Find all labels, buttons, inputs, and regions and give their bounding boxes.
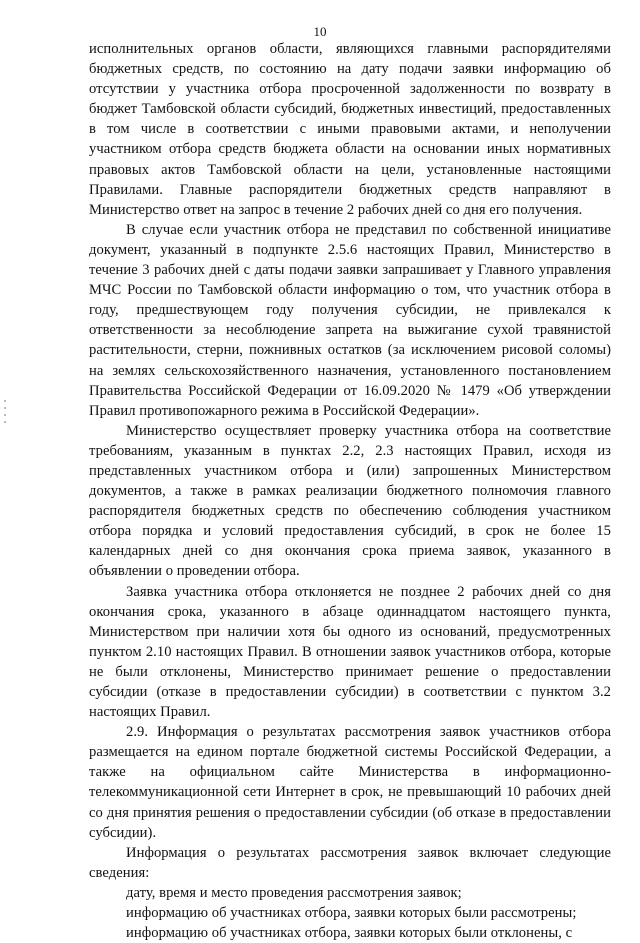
paragraph-rejection: Заявка участника отбора отклоняется не позднее 2 рабочих дней со дня окончания срока, указанного в абзаце одиннадцатом настоящего пункта, Министерством при наличии хотя бы одного из оснований, предусмотренных пунктом 2.10 настоящих Правил. В отношении заявок участников отбора, которые не были отклонены, Министерство принимает решение о предоставлении субсидии (отказе в предоставлении субсидии) в соответствии с пунктом 3.2 настоящих Правил.	[89, 583, 611, 721]
list-item-rejected-participants: информацию об участниках отбора, заявки которых были отклонены, с	[126, 925, 573, 942]
margin-dot	[4, 407, 6, 409]
margin-marks	[4, 400, 7, 440]
paragraph-results-publication: 2.9. Информация о результатах рассмотрения заявок участников отбора размещается на едином портале бюджетной системы Российской Федерации, а также на официальном сайте Министерства в информационно-телекоммуникационной сети Интернет в срок, не превышающий 10 рабочих дней со дня принятия решения о предоставлении субсидии (об отказе в предоставлении субсидии).	[89, 724, 611, 841]
margin-dot	[4, 414, 6, 416]
paragraph-mchs-request: В случае если участник отбора не представил по собственной инициативе документ, указанный в подпункте 2.5.6 настоящих Правил, Министерство в течение 3 рабочих дней с даты подачи заявки запрашивает у Главного управления МЧС России по Тамбовской области информацию о том, что участник отбора в году, предшествующем году получения субсидии, не привлекался к ответственности за несоблюдение запрета на выжигание сухой травянистой растительности, стерни, пожнивных остатков (за исключением рисовой соломы) на землях сельскохозяйственного назначения, установленного постановлением Правительства Российской Федерации от 16.09.2020 № 1479 «Об утверждении Правил противопожарного режима в Российской Федерации».	[89, 221, 611, 419]
list-item-date-time-place: дату, время и место проведения рассмотрения заявок;	[126, 884, 462, 901]
page-number: 10	[313, 24, 327, 39]
paragraph-balance-info: исполнительных органов области, являющихся главными распорядителями бюджетных средств, по состоянию на дату подачи заявки информацию об отсутствии у участника отбора просроченной задолженности по возврату в бюджет Тамбовской области субсидий, бюджетных инвестиций, предоставленных в том числе в соответствии с иными правовыми актами, и неполучении участником отбора средств бюджета области на основании иных нормативных правовых актов Тамбовской области на цели, установленные настоящими Правилами. Главные распорядители бюджетных средств направляют в Министерство ответ на запрос в течение 2 рабочих дней со дня его получения.	[89, 41, 611, 218]
list-item-reviewed-participants: информацию об участниках отбора, заявки которых были рассмотрены;	[126, 905, 577, 922]
paragraph-results-contents: Информация о результатах рассмотрения заявок включает следующие сведения:	[89, 844, 611, 881]
margin-dot	[4, 421, 6, 423]
margin-dot	[4, 400, 6, 402]
document-body	[89, 39, 611, 943]
paragraph-ministry-check: Министерство осуществляет проверку участника отбора на соответствие требованиям, указанным в пунктах 2.2, 2.3 настоящих Правил, исходя из представленных участником отбора и (или) запрошенных Министерством документов, а также в рамках реализации бюджетного полномочия главного распорядителя бюджетных средств по обеспечению соблюдения участником отбора порядка и условий предоставления субсидий, в срок не более 15 календарных дней со дня окончания срока приема заявок, указанного в объявлении о проведении отбора.	[89, 422, 611, 580]
